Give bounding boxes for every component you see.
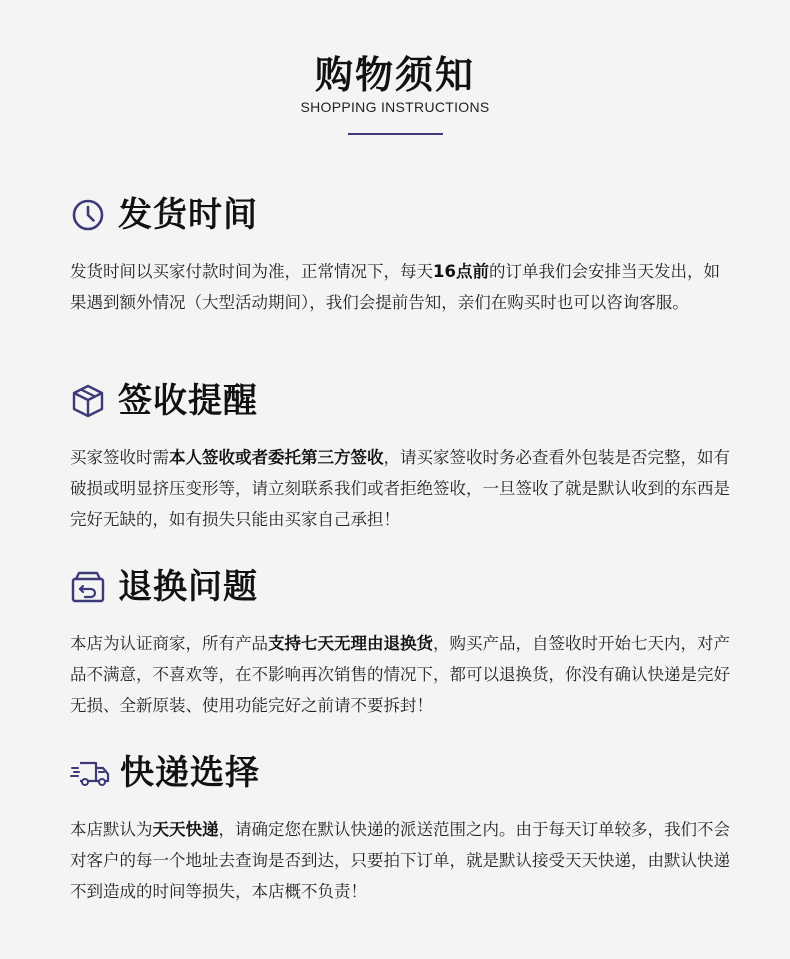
- body-text: ，请确定您在默认快递的派送范围之内。由于每天订单较多，我们不会对客户的每一个地址去查询是否到达，只要拍下订单，就是默认接受天天快递，由默认快递不到造成的时间等损失，本店概不负责！: [70, 820, 730, 901]
- section-courier: [70, 748, 730, 907]
- section-signing-reminder: [70, 376, 730, 535]
- section-title: 签收提醒: [118, 381, 258, 421]
- return-box-icon: [70, 569, 106, 605]
- body-text: 本店默认为: [70, 820, 153, 839]
- section-title: 快递选择: [120, 753, 260, 793]
- package-box-icon: [70, 383, 106, 419]
- section-title: 发货时间: [118, 195, 258, 235]
- page-subtitle: SHOPPING INSTRUCTIONS: [300, 99, 490, 115]
- emphasis-text: 天天快递: [152, 820, 219, 839]
- emphasis-text: 16点前: [433, 262, 489, 281]
- section-body: [70, 814, 730, 907]
- body-text: 发货时间以买家付款时间为准，正常情况下，每天: [70, 262, 433, 281]
- page-header: [0, 52, 790, 116]
- body-text: 本店为认证商家，所有产品: [70, 634, 268, 653]
- header-divider: [348, 133, 443, 135]
- section-shipping-time: [70, 190, 730, 318]
- section-header: [70, 190, 730, 240]
- section-header: [70, 376, 730, 426]
- section-title: 退换问题: [118, 567, 258, 607]
- section-body: [70, 628, 730, 721]
- clock-icon: [70, 197, 106, 233]
- section-body: [70, 256, 730, 318]
- delivery-truck-icon: [70, 755, 112, 791]
- page-title: 购物须知: [314, 53, 475, 97]
- section-body: [70, 442, 730, 535]
- section-header: [70, 748, 730, 798]
- section-returns: [70, 562, 730, 721]
- body-text: 买家签收时需: [70, 448, 169, 467]
- body-text: ，购买产品，自签收时开始七天内，对产品不满意，不喜欢等，在不影响再次销售的情况下，都可以退换货，你没有确认快递是完好无损、全新原装、使用功能完好之前请不要拆封！: [70, 634, 730, 715]
- section-header: [70, 562, 730, 612]
- body-text: 的订单我们会安排当天发出，如果遇到额外情况（大型活动期间），我们会提前告知，亲们在购买时也可以咨询客服。: [70, 262, 720, 312]
- emphasis-text: 支持七天无理由退换货: [268, 634, 433, 653]
- emphasis-text: 本人签收或者委托第三方签收: [169, 448, 384, 467]
- body-text: ，请买家签收时务必查看外包装是否完整，如有破损或明显挤压变形等，请立刻联系我们或者拒绝签收，一旦签收了就是默认收到的东西是完好无缺的，如有损失只能由买家自己承担！: [70, 448, 730, 529]
